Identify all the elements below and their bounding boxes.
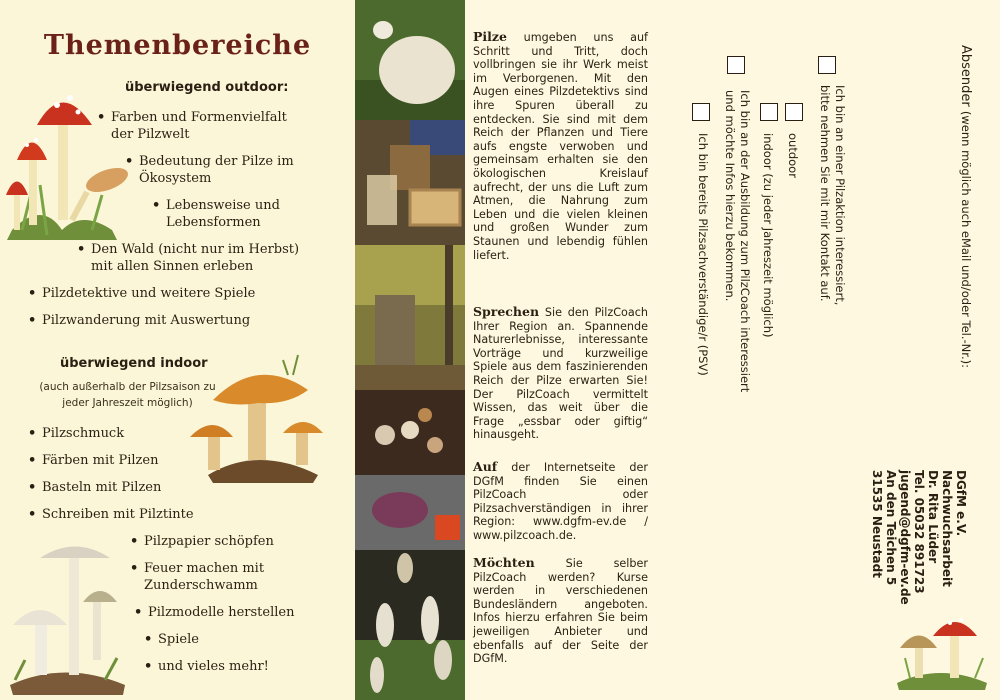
option-action-interest-line1: Ich bin an einer Pilzaktion interessiert, xyxy=(833,85,847,306)
mushrooms-on-log-photo xyxy=(355,390,465,475)
option-action-interest-checkbox[interactable] xyxy=(818,56,836,74)
option-action-interest-line2: bitte nehmen Sie mit mir Kontakt auf. xyxy=(818,85,832,302)
paragraph-pilze-lead: Pilze xyxy=(473,29,507,44)
reply-card-panel xyxy=(650,0,1000,700)
option-indoor-label: indoor (zu jeder Jahreszeit möglich) xyxy=(761,133,775,338)
indoor-item-1: • Pilzschmuck xyxy=(28,426,125,441)
grill-cooking-photo xyxy=(355,475,465,550)
indoor-item-2: • Färben mit Pilzen xyxy=(28,453,159,468)
photo-strip xyxy=(355,0,465,700)
option-training-line1: Ich bin an der Ausbildung zum PilzCoach interessiert xyxy=(738,90,752,393)
outdoor-heading: überwiegend outdoor: xyxy=(125,80,289,95)
option-indoor-checkbox[interactable] xyxy=(760,103,778,121)
small-fly-agaric-illustration xyxy=(895,608,990,690)
indoor-heading: überwiegend indoor xyxy=(60,356,208,371)
indoor-item-9: • und vieles mehr! xyxy=(144,659,269,674)
address-line-3: Dr. Rita Lüder xyxy=(926,470,940,564)
paragraph-pilze-body: umgeben uns auf Schritt und Tritt, doch vollbringen sie ihr Werk meist im Verborgenen. Mit den Augen eines Pilzdetektivs sind ihre Spuren überall zu entdecken. Sie sind mit dem Reich der Pflanzen und Tiere aufs engste verwoben und gemeinsam erhalten sie den ökologischen Kreislauf aufrecht, der uns die Luft zum Atmen, die Nahrung zum Leben und die vielen kleinen und großen Wunder zum Staunen und lebendig fühlen liefert. xyxy=(473,31,648,262)
indoor-note-2: jeder Jahreszeit möglich) xyxy=(62,397,193,409)
topics-title: Themenbereiche xyxy=(43,30,312,61)
paragraph-moechten-body: Sie selber PilzCoach werden? Kurse werden in verschiedenen Bundesländern angeboten. Infos hierzu erfahren Sie beim jeweiligen Anbieter und ebenfalls auf der Seite der DGfM. xyxy=(473,557,648,666)
indoor-item-8: • Spiele xyxy=(144,632,199,647)
outdoor-item-4: • Den Wald (nicht nur im Herbst) xyxy=(77,242,300,257)
outdoor-item-2: • Bedeutung der Pilze im xyxy=(125,154,294,169)
indoor-item-3: • Basteln mit Pilzen xyxy=(28,480,162,495)
paragraph-sprechen xyxy=(473,305,648,442)
outdoor-item-2-cont: Ökosystem xyxy=(139,171,212,186)
address-line-2: Nachwuchsarbeit xyxy=(940,470,954,587)
sender-line xyxy=(958,45,973,368)
parasol-illustration xyxy=(5,540,130,695)
option-psv-label: Ich bin bereits Pilzsachverständige/r (PSV) xyxy=(696,133,710,376)
outdoor-item-3: • Lebensweise und xyxy=(152,198,280,213)
info-text-column xyxy=(465,0,650,700)
fly-agaric-illustration xyxy=(2,80,132,240)
forest-stump-photo xyxy=(355,245,465,390)
topics-panel xyxy=(0,0,355,700)
shaggy-ink-cap-photo xyxy=(355,550,465,700)
sender-label: Absender xyxy=(958,45,973,107)
option-training-checkbox[interactable] xyxy=(727,56,745,74)
option-outdoor-label: outdoor xyxy=(786,133,800,178)
address-line-7: 31535 Neustadt xyxy=(870,470,884,578)
sender-hint: (wenn möglich auch eMail und/oder Tel.-Nr.): xyxy=(959,110,973,368)
puffball-photo xyxy=(355,0,465,120)
paragraph-moechten-lead: Möchten xyxy=(473,555,535,570)
indoor-item-6: • Feuer machen mit xyxy=(130,561,265,576)
address-line-1: DGfM e.V. xyxy=(954,470,968,537)
indoor-item-6-cont: Zunderschwamm xyxy=(144,578,258,593)
paragraph-auf-body: der Internetseite der DGfM finden Sie einen PilzCoach oder Pilzsachverständigen in ihrer Region: www.dgfm-ev.de / www.pilzcoach.de. xyxy=(473,461,648,542)
paragraph-sprechen-lead: Sprechen xyxy=(473,304,540,319)
outdoor-item-6: • Pilzwanderung mit Auswertung xyxy=(28,313,251,328)
paragraph-auf-lead: Auf xyxy=(473,459,498,474)
paragraph-moechten xyxy=(473,556,648,666)
indoor-note-1: (auch außerhalb der Pilzsaison zu xyxy=(39,381,216,393)
outdoor-item-4-cont: mit allen Sinnen erleben xyxy=(91,259,254,274)
milkcap-illustration xyxy=(188,345,333,485)
option-psv-checkbox[interactable] xyxy=(692,103,710,121)
paragraph-pilze xyxy=(473,30,648,262)
outdoor-item-1-cont: der Pilzwelt xyxy=(111,127,190,142)
paragraph-sprechen-body: Sie den PilzCoach Ihrer Region an. Spannende Naturerlebnisse, interessante Vorträge und kurzweilige Spiele aus dem faszinierenden Reich der Pilze erwarten Sie! Der PilzCoach vermittelt Wissen, das weit über die Frage „essbar oder giftig“ hinausgeht. xyxy=(473,306,648,442)
indoor-item-7: • Pilzmodelle herstellen xyxy=(134,605,295,620)
option-training-line2: und möchte Infos hierzu bekommen. xyxy=(723,90,737,302)
paragraph-auf xyxy=(473,460,648,543)
address-line-6: An den Teichen 5 xyxy=(884,470,898,586)
outdoor-item-3-cont: Lebensformen xyxy=(166,215,261,230)
outdoor-item-1: • Farben und Formenvielfalt xyxy=(97,110,287,125)
dyeing-workshop-photo xyxy=(355,120,465,245)
address-line-5: jugend@dgfm-ev.de xyxy=(898,470,912,605)
option-outdoor-checkbox[interactable] xyxy=(785,103,803,121)
address-line-4: Tel. 05032 891723 xyxy=(912,470,926,594)
indoor-item-5: • Pilzpapier schöpfen xyxy=(130,534,274,549)
indoor-item-4: • Schreiben mit Pilztinte xyxy=(28,507,194,522)
outdoor-item-5: • Pilzdetektive und weitere Spiele xyxy=(28,286,256,301)
